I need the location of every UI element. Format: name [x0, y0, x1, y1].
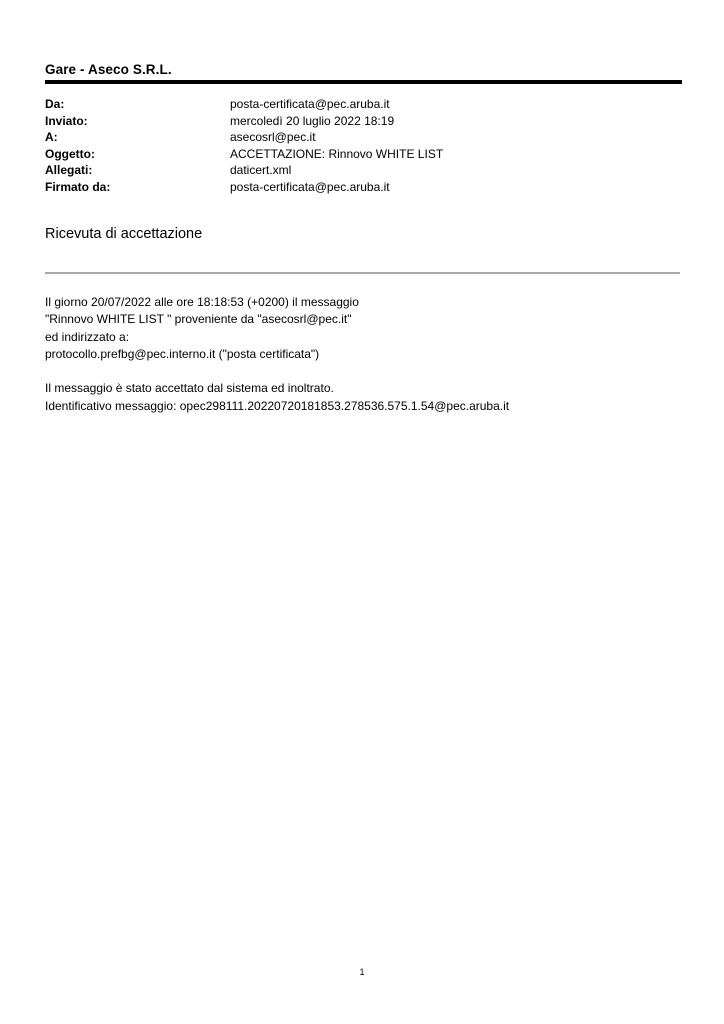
header-row-to [45, 129, 645, 146]
header-label: Allegati: [45, 163, 93, 177]
header-label: Firmato da: [45, 179, 111, 194]
page-number: 1 [359, 967, 365, 977]
header-label: Inviato: [45, 113, 88, 128]
title-divider [45, 80, 682, 84]
header-row-from [45, 96, 645, 113]
header-value: posta-certificata@pec.aruba.it [230, 97, 390, 111]
paragraph-spacer [45, 363, 685, 380]
body-line: Identificativo messaggio: opec298111.20220720181853.278536.575.1.54@pec.aruba.it [45, 398, 510, 413]
header-row-attachments [45, 162, 645, 179]
section-divider [45, 272, 680, 274]
body-line: Il messaggio è stato accettato dal sistema ed inoltrato. [45, 381, 334, 396]
header-value: asecosrl@pec.it [230, 130, 316, 144]
header-row-subject [45, 146, 645, 163]
header-label: Oggetto: [45, 146, 95, 161]
body-line: protocollo.prefbg@pec.interno.it ("posta certificata") [45, 346, 320, 361]
section-title: Ricevuta di accettazione [45, 226, 203, 242]
header-value: posta-certificata@pec.aruba.it [230, 179, 390, 194]
header-label: Da: [45, 97, 65, 111]
header-row-signed-by [45, 179, 645, 196]
header-row-sent [45, 113, 645, 130]
body-line: Il giorno 20/07/2022 alle ore 18:18:53 (+0200) il messaggio [45, 295, 359, 309]
body-line: ed indirizzato a: [45, 329, 130, 344]
mailbox-title: Gare - Aseco S.R.L. [45, 62, 172, 77]
header-value: ACCETTAZIONE: Rinnovo WHITE LIST [230, 146, 444, 161]
header-value: mercoledì 20 luglio 2022 18:19 [230, 113, 395, 128]
body-line: "Rinnovo WHITE LIST " proveniente da "asecosrl@pec.it" [45, 312, 352, 327]
message-body [45, 294, 685, 415]
message-headers [45, 96, 645, 195]
header-value: daticert.xml [230, 163, 292, 177]
header-label: A: [45, 130, 58, 144]
